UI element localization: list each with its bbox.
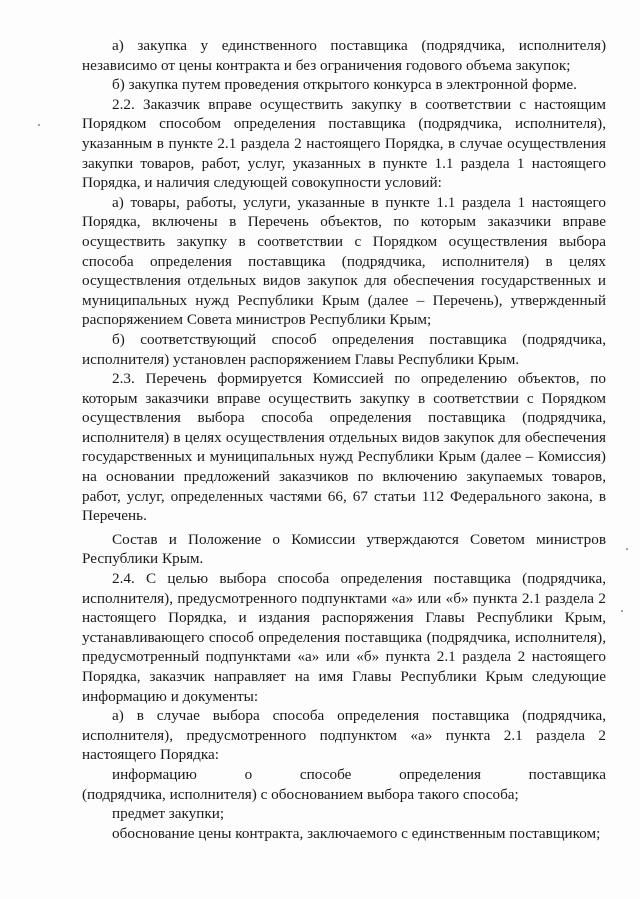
paragraph-2-2-b: б) соответствующий способ определения поставщика (подрядчика, исполнителя) установлен распоряжением Главы Республики Крым. bbox=[82, 330, 606, 368]
info-word: информацию bbox=[112, 765, 197, 783]
info-line bbox=[82, 765, 606, 785]
scan-speck bbox=[621, 610, 623, 612]
info-word: о bbox=[244, 765, 253, 783]
document-body bbox=[82, 36, 606, 843]
paragraph-2-4: 2.4. С целью выбора способа определения поставщика (подрядчика, исполнителя), предусмотренного подпунктами «а» или «б» пункта 2.1 раздела 2 настоящего Порядка, и издания распоряжения Главы Республики Крым, устанавливающего способ определения поставщика (подрядчика, исполнителя), предусмотренный подпунктами «а» или «б» пункта 2.1 раздела 2 настоящего Порядка, заказчик направляет на имя Главы Республики Крым следующие информацию и документы: bbox=[82, 570, 606, 705]
paragraph-2-4-a: а) в случае выбора способа определения поставщика (подрядчика, исполнителя), предусмотренного подпунктом «а» пункта 2.1 раздела 2 настоящего Порядка: bbox=[82, 707, 606, 764]
paragraph-item-a: а) закупка у единственного поставщика (подрядчика, исполнителя) независимо от цены контракта и без ограничения годового объема закупок; bbox=[82, 37, 606, 74]
paragraph-2-2: 2.2. Заказчик вправе осуществить закупку в соответствии с настоящим Порядком способом определения поставщика (подрядчика, исполнителя), указанным в пункте 2.1 раздела 2 настоящего Порядка, в случае осуществления закупки товаров, работ, услуг, указанных в пункте 1.1 раздела 1 настоящего Порядка, и наличия следующей совокупности условий: bbox=[82, 95, 606, 192]
paragraph-2-3: 2.3. Перечень формируется Комиссией по определению объектов, по которым заказчики вправе осуществить закупку в соответствии с Порядком осуществления выбора способа определения поставщика (подрядчика, исполнителя) в целях осуществления отдельных видов закупок для обеспечения государственных и муниципальных нужд Республики Крым (далее – Комиссия) на основании предложений заказчиков по включению закупаемых товаров, работ, услуг, определенных частями 66, 67 статьи 112 Федерального закона, в Перечень. bbox=[82, 370, 606, 525]
scan-speck bbox=[38, 124, 40, 126]
paragraph-2-2-a: а) товары, работы, услуги, указанные в пункте 1.1 раздела 1 настоящего Порядка, включены в Перечень объектов, по которым заказчики вправе осуществить закупку в соответствии с Порядком осуществления выбора способа определения поставщика (подрядчика, исполнителя) в целях осуществления отдельных видов закупок для обеспечения государственных и муниципальных нужд Республики Крым (далее – Перечень), утвержденный распоряжением Совета министров Республики Крым; bbox=[82, 193, 606, 329]
paragraph-item-b: б) закупка путем проведения открытого конкурса в электронной форме. bbox=[112, 76, 577, 94]
info-word: определения bbox=[399, 765, 481, 783]
info-line-tail: (подрядчика, исполнителя) с обоснованием выбора такого способа; bbox=[82, 785, 519, 803]
info-word: поставщика bbox=[528, 765, 606, 783]
info-word: способе bbox=[299, 765, 352, 783]
paragraph-commission: Состав и Положение о Комиссии утверждаются Советом министров Республики Крым. bbox=[82, 530, 606, 568]
item-price: обоснование цены контракта, заключаемого с единственным поставщиком; bbox=[112, 824, 601, 842]
scan-speck bbox=[626, 548, 628, 550]
item-subject: предмет закупки; bbox=[112, 805, 225, 823]
